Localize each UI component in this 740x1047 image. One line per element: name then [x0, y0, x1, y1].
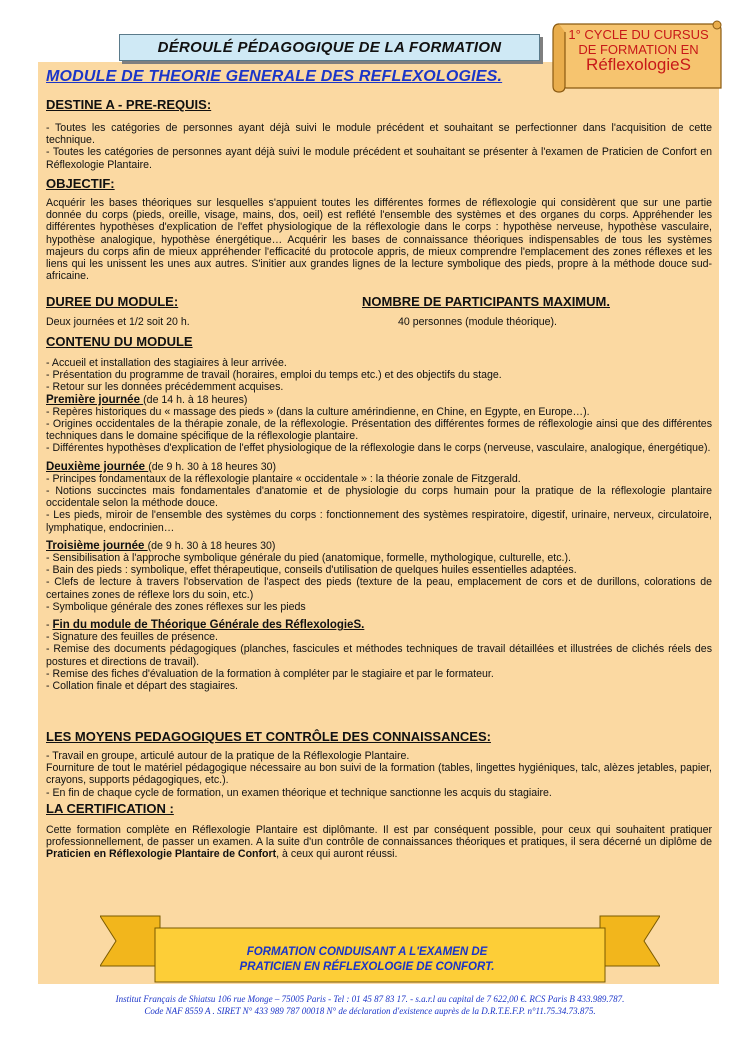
- day3-line: - Clefs de lecture à travers l'observation de l'aspect des pieds (texture de la peau, emplacement de cors et de durillons, colorations de certaines zones de réflexe lors du soin, etc.): [46, 576, 712, 601]
- day2-hours: (de 9 h. 30 à 18 heures 30): [148, 460, 277, 473]
- day3-title-row: [46, 540, 712, 552]
- day1-line: - Repères historiques du « massage des pieds » (dans la culture amérindienne, en Chine, en Egypte, en Europe…).: [46, 405, 590, 418]
- banner-line-1: FORMATION CONDUISANT A L'EXAMEN DE: [246, 946, 488, 958]
- banner-caption: [180, 945, 554, 975]
- end-line: - Remise des fiches d'évaluation de la formation à compléter par le stagiaire et par le formateur.: [46, 667, 494, 680]
- moyens-heading: LES MOYENS PEDAGOGIQUES ET CONTRÔLE DES CONNAISSANCES:: [46, 729, 491, 744]
- objectif-text: Acquérir les bases théoriques sur lesquelles s'appuient toutes les différentes formes de réflexologie qui considèrent que sur une partie donnée du corps (pieds, oreille, visage, mains, dos, oeil) est reflété l'ensemble des systèmes et des organes du corps. Appréhender les différentes hypothèses d'explication de l'effet physiologique de la réflexologie dans le corps : hypothèse nerveuse, hypothèse vasculaire, hypothèse analogique, hypothèse énergétique… Acquérir les bases de connaissance théoriques indispensables de tous les systèmes majeurs du corps afin de mieux appréhender l'efficacité du protocole appris, de mieux comprendre l'emplacement des zones réflexes et les liens qui les unissent les unes aux autres. S'initier aux grandes lignes de la lecture symbolique des pieds, propre à la méthode douce sud-africaine.: [46, 197, 712, 283]
- day3-title: Troisième journée: [46, 539, 148, 552]
- moyens-line: - En fin de chaque cycle de formation, un examen théorique et technique sanctionne les acquis du stagiaire.: [46, 786, 552, 799]
- objectif-heading: OBJECTIF:: [46, 176, 115, 191]
- day2-line: - Les pieds, miroir de l'ensemble des systèmes du corps : fonctionnement des systèmes respiratoire, digestif, urinaire, nerveux, circulatoire, lymphatique, endocrinien…: [46, 509, 712, 534]
- end-line: - Remise des documents pédagogiques (planches, fascicules et méthodes techniques de travail détaillées et illustrées de clichés réels des postures et directions de travail).: [46, 643, 712, 668]
- destine-line: - Toutes les catégories de personnes ayant déjà suivi le module précédent et souhaitant se perfectionner dans l'acquisition de cette technique.: [46, 122, 712, 147]
- moyens-line: - Travail en groupe, articulé autour de la pratique de la Réflexologie Plantaire.: [46, 750, 410, 762]
- end-title-row: [46, 619, 712, 631]
- participants-value: 40 personnes (module théorique).: [398, 316, 558, 328]
- day3-line: - Sensibilisation à l'approche symbolique générale du pied (anatomique, formelle, mythologique, culturelle, etc.).: [46, 552, 571, 565]
- end-title: Fin du module de Théorique Générale des RéflexologieS.: [52, 619, 365, 632]
- scroll-line-3: RéflexologieS: [586, 55, 691, 74]
- contenu-heading: CONTENU DU MODULE: [46, 334, 193, 349]
- certification-text: [46, 824, 712, 861]
- destine-text: [46, 122, 712, 171]
- day1-line: - Différentes hypothèses d'explication de l'effet physiologique de la réflexologie dans le corps (nerveuse, vasculaire, analogique, énergétique).: [46, 442, 711, 455]
- day1-line: - Origines occidentales de la thérapie zonale, de la réflexologie. Présentation des différentes formes de réflexologie ainsi que des différentes techniques dans le domaine spécifique de la réflexologie plantaire.: [46, 418, 712, 443]
- end-line: - Collation finale et départ des stagiaires.: [46, 680, 238, 693]
- scroll-caption: [566, 27, 711, 72]
- certification-diploma: Praticien en Réflexologie Plantaire de Confort: [46, 848, 277, 861]
- contenu-intro-line: - Présentation du programme de travail (horaires, emploi du temps etc.) et des objectifs du stage.: [46, 369, 502, 382]
- end-line: - Signature des feuilles de présence.: [46, 631, 218, 644]
- certification-text-before: Cette formation complète en Réflexologie Plantaire est diplômante. Il est par conséquent possible, pour ceux qui souhaitent pratiquer professionnellement, de passer un examen. A la suite d'un contrôle de connaissances théoriques et pratiques, il sera décerné un diplôme de: [46, 824, 712, 849]
- page-title: DÉROULÉ PÉDAGOGIQUE DE LA FORMATION: [119, 34, 540, 61]
- day1-title: Première journée: [46, 393, 144, 406]
- footer: [20, 993, 720, 1017]
- day1-title-row: [46, 394, 712, 406]
- day3-hours: (de 9 h. 30 à 18 heures 30): [147, 539, 276, 552]
- day2-line: - Notions succinctes mais fondamentales d'anatomie et de physiologie du corps humain pour la pratique de la réflexologie plantaire occidentale selon la méthode douce.: [46, 485, 712, 510]
- day1-hours: (de 14 h. à 18 heures): [143, 393, 248, 406]
- contenu-text: [46, 357, 712, 692]
- day2-line: - Principes fondamentaux de la réflexologie plantaire « occidentale » : la théorie zonale de Fitzgerald.: [46, 472, 521, 485]
- destine-line: - Toutes les catégories de personnes ayant déjà suivi le module précédent et souhaitant se présenter à l'examen de Praticien de Confort en Réflexologie Plantaire.: [46, 146, 712, 171]
- contenu-intro-line: - Retour sur les données précédemment acquises.: [46, 381, 284, 394]
- day2-title: Deuxième journée: [46, 460, 149, 473]
- duree-value: Deux journées et 1/2 soit 20 h.: [46, 316, 190, 328]
- participants-heading: NOMBRE DE PARTICIPANTS MAXIMUM.: [362, 294, 610, 309]
- scroll-line-1: 1° CYCLE DU CURSUS: [568, 27, 709, 42]
- end-prefix: -: [46, 619, 53, 632]
- destine-heading: DESTINE A - PRE-REQUIS:: [46, 97, 212, 112]
- module-title: MODULE DE THEORIE GENERALE DES REFLEXOLOGIES.: [46, 68, 503, 85]
- certification-heading: LA CERTIFICATION :: [46, 801, 174, 816]
- duree-heading: DUREE DU MODULE:: [46, 294, 179, 309]
- moyens-line: Fourniture de tout le matériel pédagogique nécessaire au bon suivi de la formation (tables, lingettes hygiéniques, talc, alèzes jetables, papier, crayons, supports pédagogiques, etc.).: [46, 762, 712, 787]
- footer-line-1: Institut Français de Shiatsu 106 rue Monge – 75005 Paris - Tel : 01 45 87 83 17. - s.a.r.l au capital de 7 622,00 €. RCS Paris B 433.989.787.: [115, 994, 625, 1004]
- footer-line-2: Code NAF 8559 A . SIRET N° 433 989 787 00018 N° de déclaration d'existence auprès de la D.R.T.E.F.P. n°11.75.34.73.875.: [144, 1006, 596, 1016]
- scroll-line-2: DE FORMATION EN: [578, 42, 699, 57]
- day2-title-row: [46, 461, 712, 473]
- moyens-text: [46, 750, 712, 799]
- certification-text-after: , à ceux qui auront réussi.: [276, 848, 398, 861]
- day3-line: - Symbolique générale des zones réflexes sur les pieds: [46, 600, 306, 613]
- contenu-intro-line: - Accueil et installation des stagiaires à leur arrivée.: [46, 357, 287, 369]
- banner-line-2: PRATICIEN EN RÉFLEXOLOGIE DE CONFORT.: [239, 961, 495, 973]
- day3-line: - Bain des pieds : symbolique, effet thérapeutique, conseils d'utilisation de quelques huiles essentielles adaptées.: [46, 564, 577, 577]
